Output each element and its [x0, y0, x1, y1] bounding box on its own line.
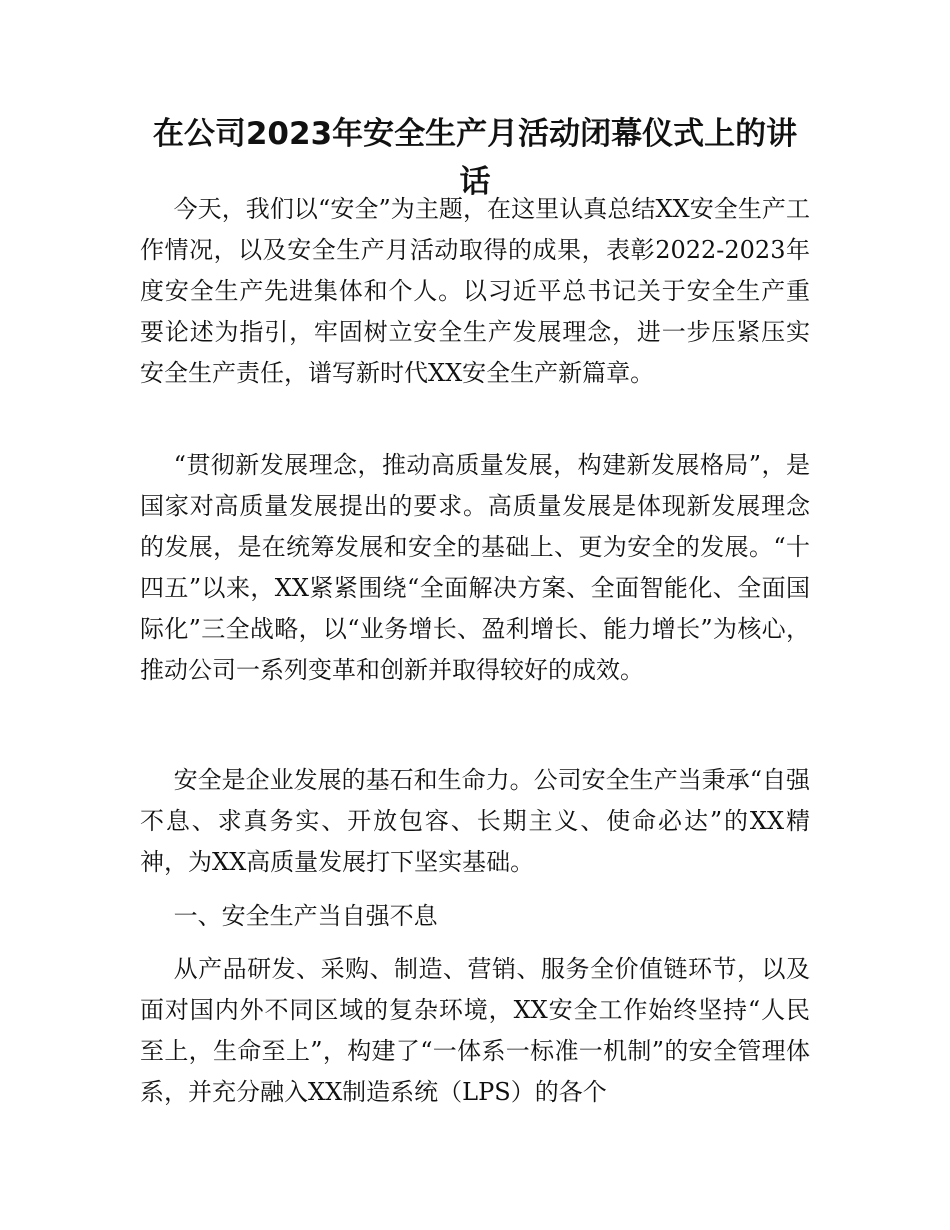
section-heading-1: 一、安全生产当自强不息 — [173, 902, 438, 930]
paragraph-high-quality-development: “贯彻新发展理念，推动高质量发展，构建新发展格局”，是国家对高质量发展提出的要求。高质量发展是体现新发展理念的发展，是在统筹发展和安全的基础上、更为安全的发展。“十四五”以来，XX紧紧围绕“全面解决方案、全面智能化、全面国际化”三全战略，以“业务增长、盈利增长、能力增长”为核心，推动公司一系列变革和创新并取得较好的成效。 — [140, 451, 810, 684]
paragraph-section-1-body: 从产品研发、采购、制造、营销、服务全价值链环节，以及面对国内外不同区域的复杂环境，XX安全工作始终坚持“人民至上，生命至上”，构建了“一体系一标准一机制”的安全管理体系，并充分融入XX制造系统（LPS）的各个 — [140, 955, 810, 1106]
document-title: 在公司2023年安全生产月活动闭幕仪式上的讲话 — [152, 116, 798, 200]
paragraph-safety-foundation: 安全是企业发展的基石和生命力。公司安全生产当秉承“自强不息、求真务实、开放包容、长期主义、使命必达”的XX精神，为XX高质量发展打下坚实基础。 — [140, 766, 810, 876]
paragraph-opening: 今天，我们以“安全”为主题，在这里认真总结XX安全生产工作情况，以及安全生产月活动取得的成果，表彰2022-2023年度安全生产先进集体和个人。以习近平总书记关于安全生产重要论述为指引，牢固树立安全生产发展理念，进一步压紧压实安全生产责任，谱写新时代XX安全生产新篇章。 — [140, 195, 810, 387]
